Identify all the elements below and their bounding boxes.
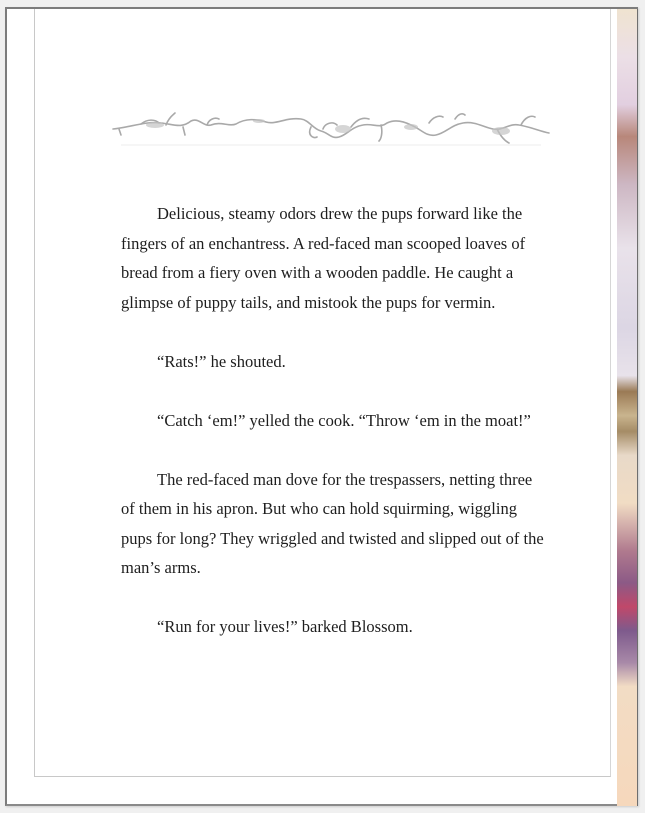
paragraph-bakery: Delicious, steamy odors drew the pups forward like the fingers of an enchantress. A red-faced man scooped loaves of bread from a fiery oven with a wooden paddle. He caught a glimpse of puppy tails, and mistook the pups for vermin.	[121, 204, 526, 312]
paragraph-rats-shout: “Rats!” he shouted.	[157, 351, 286, 371]
next-page-illustration-edge	[617, 9, 638, 806]
paragraph-blossom-bark: “Run for your lives!” barked Blossom.	[157, 617, 413, 636]
story-text	[121, 199, 547, 671]
paragraph-cook-yell: “Catch ‘em!” yelled the cook. “Throw ‘em in the moat!”	[157, 410, 531, 430]
document-viewer	[5, 7, 638, 806]
book-page	[34, 9, 611, 777]
paragraph-trespassers: The red-faced man dove for the trespassers, netting three of them in his apron. But who can hold squirming, wiggling pups for long? They wriggled and twisted and slipped out of the man’s arms.	[121, 469, 544, 577]
scroll-vine-divider-icon	[111, 109, 551, 149]
